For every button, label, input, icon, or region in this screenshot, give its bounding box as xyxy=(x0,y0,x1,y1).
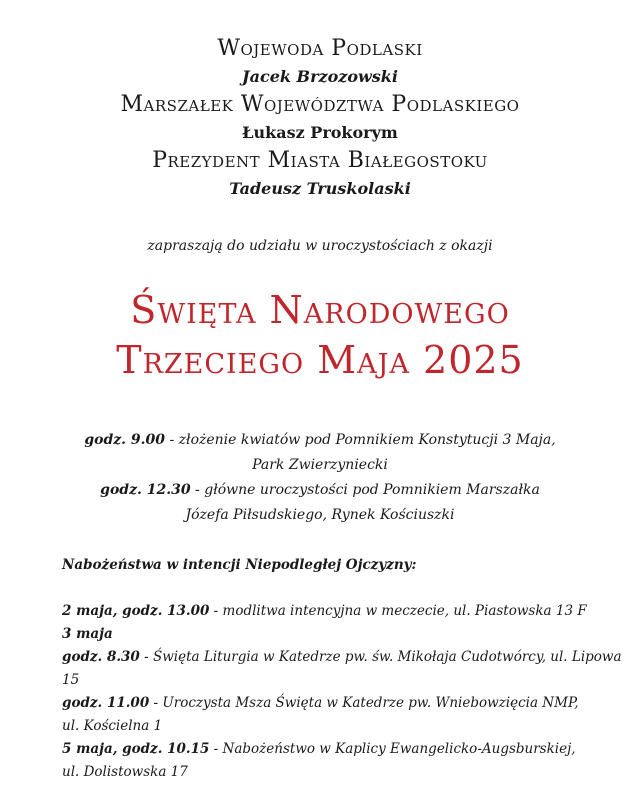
program-time: godz. 9.00 xyxy=(84,432,166,448)
program-item xyxy=(0,428,640,453)
services-block xyxy=(62,554,632,784)
event-title-line1: Święta Narodowego xyxy=(130,288,510,332)
program-desc: - główne uroczystości pod Pomnikiem Marszałka xyxy=(190,482,540,498)
service-desc: - Nabożeństwo w Kaplicy Ewangelicko-Augsburskiej, xyxy=(209,741,576,757)
program-item-cont: Józefa Piłsudskiego, Rynek Kościuszki xyxy=(185,507,455,523)
host-name-mayor: Tadeusz Truskolaski xyxy=(229,179,411,198)
service-desc: - Święta Liturgia w Katedrze pw. św. Mikołaja Cudotwórcy, ul. Lipowa 15 xyxy=(62,649,622,688)
host-title-mayor: Prezydent Miasta Białegostoku xyxy=(152,148,488,173)
service-item xyxy=(62,692,632,715)
invite-text: zapraszają do udziału w uroczystościach z okazji xyxy=(147,238,493,254)
event-title-line2: Trzeciego Maja 2025 xyxy=(116,338,524,382)
service-item xyxy=(62,646,632,692)
service-time: 2 maja, godz. 13.00 xyxy=(62,603,210,619)
service-item xyxy=(62,600,632,623)
service-day: 3 maja xyxy=(62,626,113,642)
hosts-block xyxy=(0,34,640,202)
service-time: godz. 11.00 xyxy=(62,695,150,711)
service-item xyxy=(62,738,632,761)
service-desc: - Uroczysta Msza Święta w Katedrze pw. Wniebowzięcia NMP, xyxy=(149,695,579,711)
service-item-cont: ul. Dolistowska 17 xyxy=(62,764,188,780)
program-desc: - złożenie kwiatów pod Pomnikiem Konstytucji 3 Maja, xyxy=(165,432,556,448)
host-name-voivode: Jacek Brzozowski xyxy=(242,67,398,86)
service-desc: - modlitwa intencyjna w meczecie, ul. Piastowska 13 F xyxy=(209,603,587,619)
program-item-cont: Park Zwierzyniecki xyxy=(252,457,388,473)
program-block xyxy=(0,428,640,528)
program-time: godz. 12.30 xyxy=(100,482,191,498)
host-title-marshal: Marszałek Województwa Podlaskiego xyxy=(120,92,520,117)
service-item-cont: ul. Kościelna 1 xyxy=(62,718,163,734)
event-title xyxy=(0,285,640,385)
host-name-marshal: Łukasz Prokorym xyxy=(242,123,398,142)
services-header: Nabożeństwa w intencji Niepodległej Ojczyzny: xyxy=(62,557,417,573)
service-time: 5 maja, godz. 10.15 xyxy=(62,741,210,757)
service-time: godz. 8.30 xyxy=(62,649,140,665)
host-title-voivode: Wojewoda Podlaski xyxy=(217,36,423,61)
program-item xyxy=(0,478,640,503)
